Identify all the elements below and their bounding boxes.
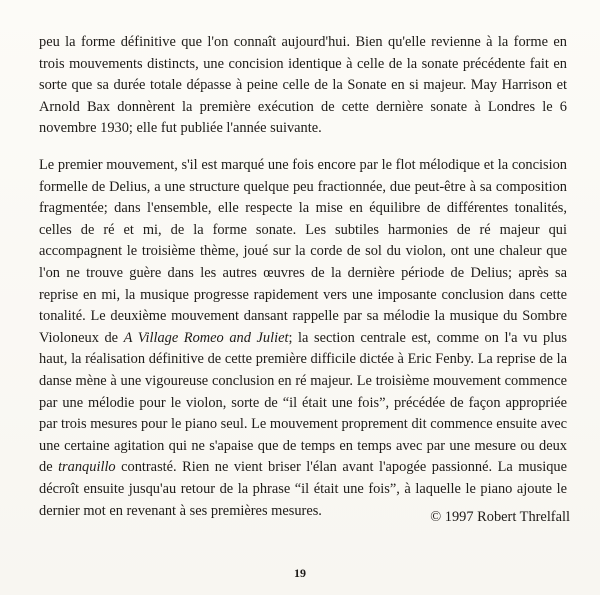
village-romeo-title: A Village Romeo and Juliet	[123, 329, 289, 346]
paragraph-sonata-history: peu la forme définitive que l'on connaît aujourd'hui. Bien qu'elle revienne à la forme en trois mouvements distincts, une concision identique à celle de la sonate précédente fait en sorte que sa durée totale dépasse à peine celle de la Sonate en si majeur. May Harrison et Arnold Bax donnèrent la première exécution de cette dernière sonate à Londres le 6 novembre 1930; elle fut publiée l'année suivante.	[39, 34, 567, 137]
copyright-notice: © 1997 Robert Threlfall	[430, 509, 570, 525]
analysis-text-part-b: ; la section centrale est, comme on l'a vu plus haut, la réalisation définitive de cette première difficile dictée à Eric Fenby. La reprise de la danse mène à une vigoureuse conclusion en ré majeur. Le troisième mouvement commence par une mélodie pour le violon, sorte de “il était une fois”, précédée de façon appropriée par trois mesures pour le piano seul. Le mouvement proprement dit commence ensuite avec une certaine agitation qui ne s'apaise que de temps en temps avec par une mesure ou deux de	[39, 329, 567, 476]
tranquillo-term: tranquillo	[58, 459, 116, 476]
paragraph-movement-analysis	[39, 155, 567, 522]
page-number: 19	[294, 566, 306, 580]
analysis-text-part-c: contrasté. Rien ne vient briser l'élan avant l'apogée passionné. La musique décroît ensuite jusqu'au retour de la phrase “il était une fois”, à laquelle le piano ajoute le dernier mot en revenant à ses premières mesures.	[39, 459, 567, 519]
analysis-text-part-a: Le premier mouvement, s'il est marqué une fois encore par le flot mélodique et la concision formelle de Delius, a une structure quelque peu fractionnée, due peut-être à sa composition fragmentée; dans l'ensemble, elle respecte la mise en équilibre de différentes tonalités, celles de ré et mi, de la forme sonate. Les subtiles harmonies de ré majeur qui accompagnent le troisième thème, joué sur la corde de sol du violon, ont une chaleur que l'on ne trouve guère dans les autres œuvres de la dernière période de Delius; après sa reprise en mi, la musique progresse rapidement vers une imposante conclusion dans cette tonalité. Le deuxième mouvement dansant rappelle par sa mélodie la musique du Sombre Violoneux de	[39, 157, 567, 346]
